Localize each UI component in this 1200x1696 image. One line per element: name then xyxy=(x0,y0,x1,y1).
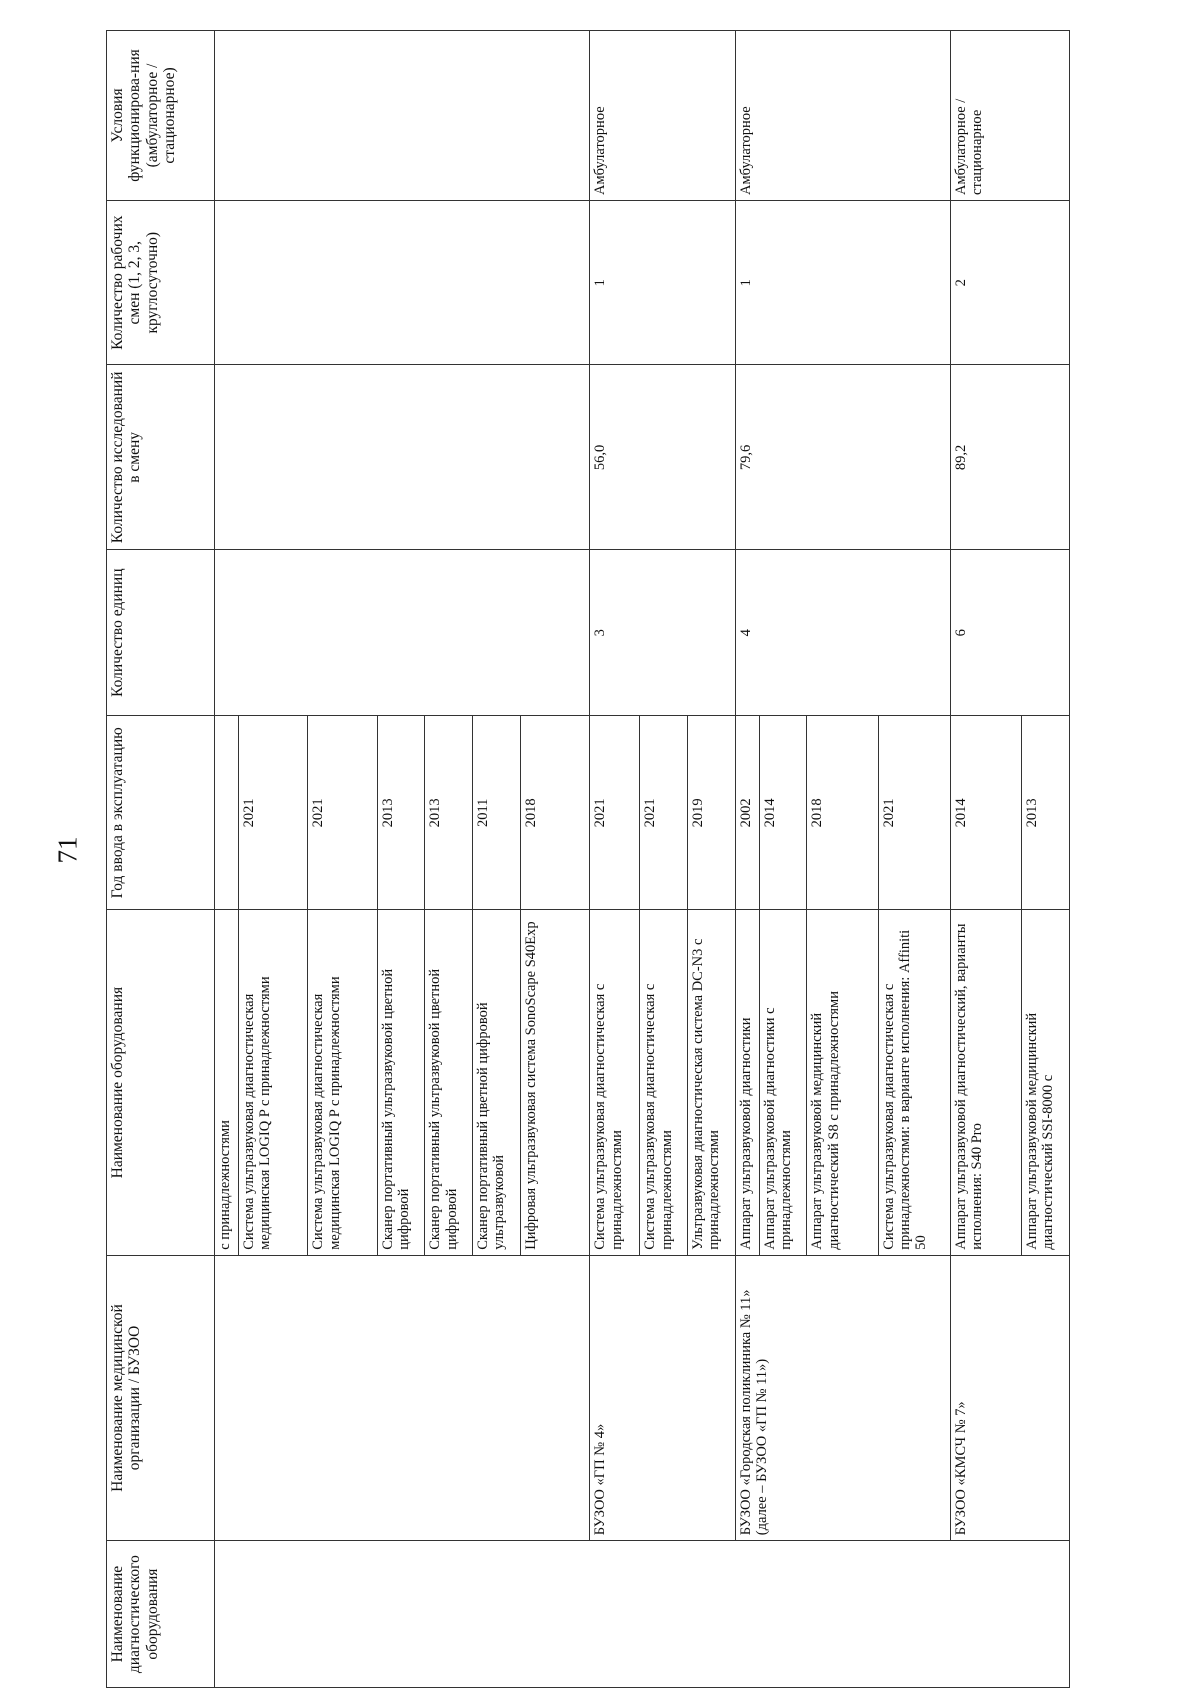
equipment-type-cell xyxy=(215,1541,1070,1688)
year-cell: 2011 xyxy=(473,716,521,910)
year-cell: 2013 xyxy=(377,716,425,910)
rotated-table-container xyxy=(106,30,1070,1688)
equipment-name-cell: Система ультразвуковая диагностическая медицинская LOGIQ P с принадлежностями xyxy=(238,910,307,1255)
organization-cell: БУЗОО «ГП № 4» xyxy=(590,1255,735,1540)
studies-cell: 79,6 xyxy=(735,365,950,550)
year-cell: 2002 xyxy=(735,716,759,910)
year-cell: 2014 xyxy=(950,716,1022,910)
header-units: Количество единиц xyxy=(107,550,215,716)
header-studies: Количество исследований в смену xyxy=(107,365,215,550)
header-organization: Наименование медицинской организации / БУЗОО xyxy=(107,1255,215,1540)
equipment-name-cell: Цифровая ультразвуковая система SonoScape S40Exp xyxy=(520,910,589,1255)
year-cell: 2013 xyxy=(1022,716,1070,910)
organization-cell: БУЗОО «Городская поликлиника № 11» (далее – БУЗОО «ГП № 11») xyxy=(735,1255,950,1540)
organization-cell xyxy=(215,1255,590,1540)
table-row xyxy=(950,31,1022,1688)
header-year: Год ввода в эксплуатацию xyxy=(107,716,215,910)
equipment-name-cell: Система ультразвуковая диагностическая с принадлежностями: в варианте исполнения: Affiniti 50 xyxy=(878,910,950,1255)
units-cell: 4 xyxy=(735,550,950,716)
year-cell: 2021 xyxy=(308,716,377,910)
equipment-name-cell: Аппарат ультразвуковой диагностики с принадлежностями xyxy=(759,910,807,1255)
units-cell: 3 xyxy=(590,550,735,716)
studies-cell: 89,2 xyxy=(950,365,1069,550)
equipment-name-cell: Сканер портативный ультразвуковой цветной цифровой xyxy=(377,910,425,1255)
year-cell xyxy=(215,716,239,910)
equipment-name-cell: Сканер портативный ультразвуковой цветной цифровой xyxy=(425,910,473,1255)
conditions-cell: Амбулаторное xyxy=(590,31,735,201)
shifts-cell: 1 xyxy=(735,200,950,364)
units-cell: 6 xyxy=(950,550,1069,716)
equipment-name-cell: с принадлежностями xyxy=(215,910,239,1255)
equipment-name-cell: Ультразвуковая диагностическая система DC-N3 с принадлежностями xyxy=(688,910,736,1255)
table-row xyxy=(590,31,640,1688)
equipment-name-cell: Сканер портативный цветной цифровой ультразвуковой xyxy=(473,910,521,1255)
conditions-cell xyxy=(215,31,590,201)
year-cell: 2018 xyxy=(807,716,879,910)
studies-cell xyxy=(215,365,590,550)
equipment-name-cell: Аппарат ультразвуковой диагностики xyxy=(735,910,759,1255)
equipment-table xyxy=(106,30,1070,1688)
year-cell: 2018 xyxy=(520,716,589,910)
year-cell: 2021 xyxy=(640,716,688,910)
equipment-name-cell: Система ультразвуковая диагностическая с принадлежностями xyxy=(640,910,688,1255)
shifts-cell xyxy=(215,200,590,364)
units-cell xyxy=(215,550,590,716)
equipment-name-cell: Система ультразвуковая диагностическая с принадлежностями xyxy=(590,910,640,1255)
header-row xyxy=(107,31,215,1688)
year-cell: 2021 xyxy=(878,716,950,910)
header-equipment-name: Наименование оборудования xyxy=(107,910,215,1255)
equipment-name-cell: Аппарат ультразвуковой медицинский диагностический S8 с принадлежностями xyxy=(807,910,879,1255)
organization-cell: БУЗОО «КМСЧ № 7» xyxy=(950,1255,1069,1540)
equipment-name-cell: Система ультразвуковая диагностическая медицинская LOGIQ P с принадлежностями xyxy=(308,910,377,1255)
equipment-name-cell: Аппарат ультразвуковой диагностический, варианты исполнения: S40 Pro xyxy=(950,910,1022,1255)
year-cell: 2013 xyxy=(425,716,473,910)
conditions-cell: Амбулаторное xyxy=(735,31,950,201)
year-cell: 2021 xyxy=(590,716,640,910)
table-row xyxy=(735,31,759,1688)
year-cell: 2014 xyxy=(759,716,807,910)
header-equipment-type: Наименование диагностического оборудования xyxy=(107,1541,215,1688)
year-cell: 2019 xyxy=(688,716,736,910)
equipment-name-cell: Аппарат ультразвуковой медицинский диагностический SSI-8000 с xyxy=(1022,910,1070,1255)
conditions-cell: Амбулаторное / стационарное xyxy=(950,31,1069,201)
header-shifts: Количество рабочих смен (1, 2, 3, круглосуточно) xyxy=(107,200,215,364)
header-conditions: Условия функционирова-ния (амбулаторное / стационарное) xyxy=(107,31,215,201)
studies-cell: 56,0 xyxy=(590,365,735,550)
page-number: 71 xyxy=(52,836,83,864)
year-cell: 2021 xyxy=(238,716,307,910)
shifts-cell: 2 xyxy=(950,200,1069,364)
shifts-cell: 1 xyxy=(590,200,735,364)
table-row xyxy=(215,31,239,1688)
